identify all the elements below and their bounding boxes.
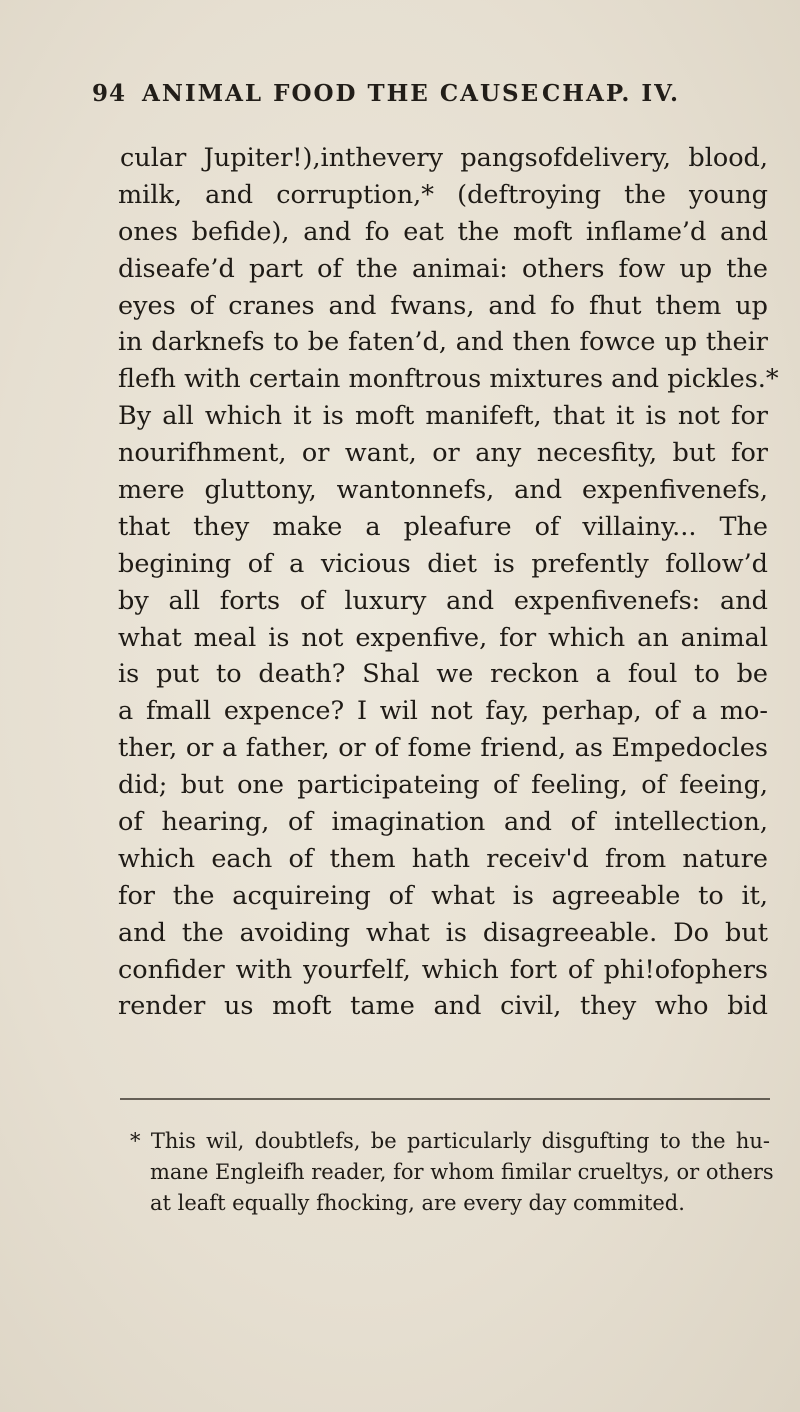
- text-line: of hearing, of imagination and of intellection,: [118, 807, 768, 838]
- text-line: that they make a pleafure of villainy... The: [118, 511, 768, 542]
- text-line: which each of them hath receiv'd from nature: [118, 843, 768, 874]
- running-header: [92, 80, 782, 120]
- text-line: eyes of cranes and fwans, and fo fhut them up: [118, 290, 768, 321]
- chapter-label: CHAP. IV.: [542, 80, 680, 107]
- text-line: render us moft tame and civil, they who bid: [118, 991, 768, 1022]
- text-line: diseafe’d part of the animai: others fow up the: [118, 253, 768, 284]
- footnote-divider: [120, 1098, 770, 1100]
- text-line: a fmall expence? I wil not fay, perhap, of a mo-: [118, 696, 768, 727]
- footnote-line: at leaft equally fhocking, are every day commited.: [150, 1191, 685, 1215]
- text-line: cular Jupiter!),inthevery pangsofdelivery, blood,: [120, 143, 768, 173]
- text-line: ther, or a father, or of fome friend, as Empedocles: [118, 733, 768, 764]
- footnote: [130, 1126, 774, 1219]
- text-line: By all which it is moft manifeft, that it is not for: [118, 401, 768, 432]
- text-line: milk, and corruption,* (deftroying the young: [118, 179, 768, 210]
- text-line: by all forts of luxury and expenfivenefs: and: [118, 585, 768, 616]
- footnote-line: mane Engleifh reader, for whom fimilar crueltys, or others: [150, 1160, 774, 1184]
- text-line: what meal is not expenfive, for which an animal: [118, 622, 768, 653]
- text-line: in darknefs to be faten’d, and then fowce up their: [118, 327, 768, 358]
- running-title: ANIMAL FOOD THE CAUSE: [142, 80, 541, 107]
- page-number: 94: [92, 80, 127, 107]
- text-line: mere gluttony, wantonnefs, and expenfivenefs,: [118, 475, 768, 506]
- text-line: did; but one participateing of feeling, of feeing,: [118, 770, 768, 801]
- text-line: ones befide), and fo eat the moft inflame’d and: [118, 216, 768, 247]
- text-line: for the acquireing of what is agreeable to it,: [118, 880, 768, 911]
- text-line: confider with yourfelf, which fort of phi!ofophers: [118, 954, 768, 985]
- main-text: [118, 140, 779, 1025]
- text-line: is put to death? Shal we reckon a foul to be: [118, 659, 768, 690]
- text-line: nourifhment, or want, or any necesfity, but for: [118, 438, 768, 469]
- text-line: and the avoiding what is disagreeable. Do but: [118, 917, 768, 948]
- text-line: flefh with certain monftrous mixtures and pickles.*: [118, 364, 779, 395]
- footnote-line: * This wil, doubtlefs, be particularly disgufting to the hu-: [130, 1129, 770, 1153]
- text-line: begining of a vicious diet is prefently follow’d: [118, 548, 768, 579]
